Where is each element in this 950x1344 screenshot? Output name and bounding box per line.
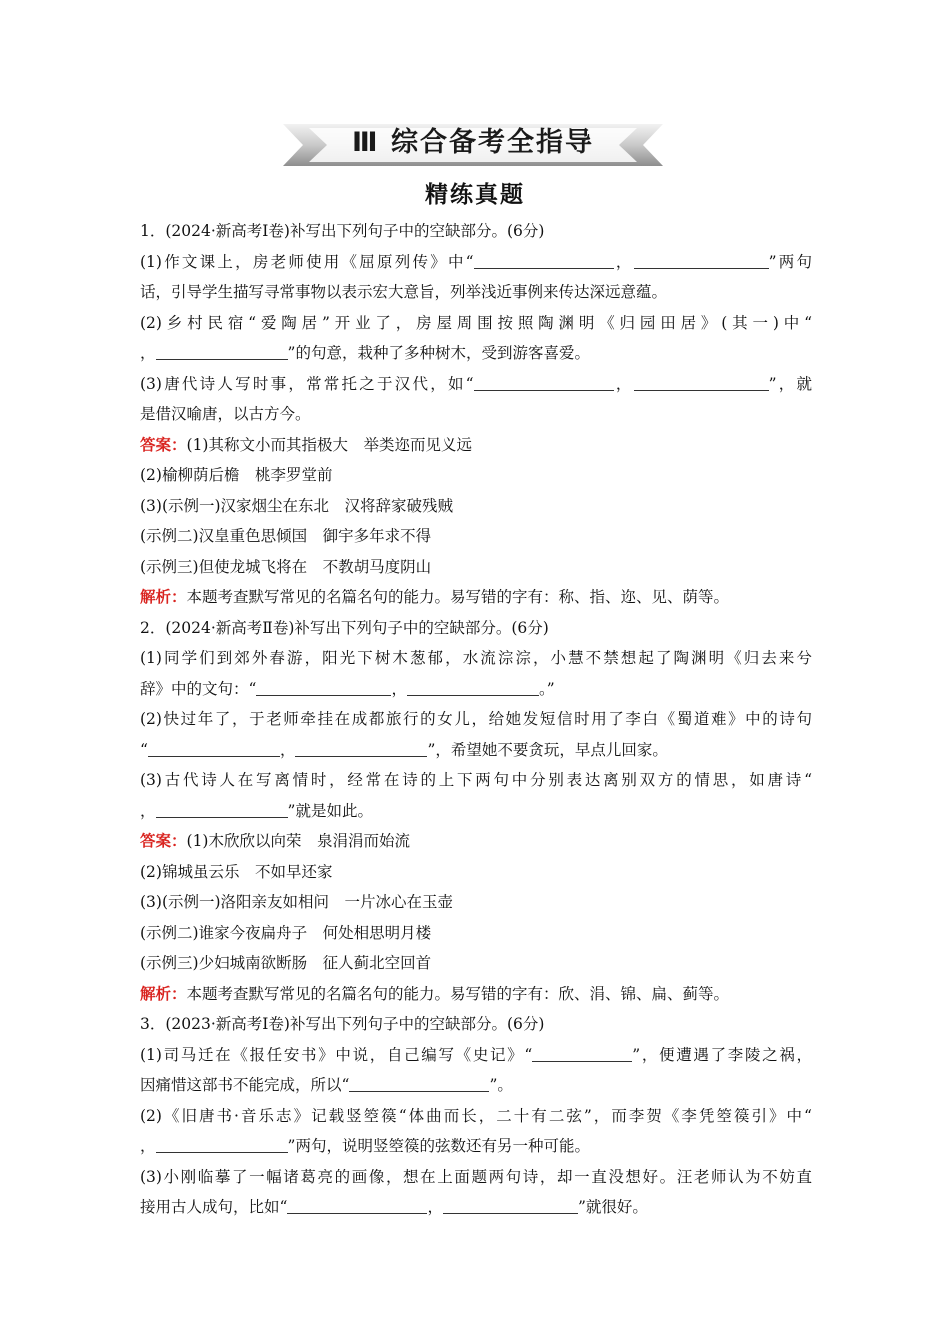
q2-answer-5: (示例三)少妇城南欲断肠 征人蓟北空回首 [140, 954, 432, 972]
analysis-label: 解析： [140, 587, 187, 606]
q1-part1-line1: (1)作文课上，房老师使用《屈原列传》中“ ， ”两句 [140, 247, 812, 278]
q1-part1-line2: 话，引导学生描写寻常事物以表示宏大意旨，列举浅近事例来传达深远意蕴。 [140, 283, 668, 301]
answer-label: 答案： [140, 434, 187, 454]
answer-blank[interactable] [156, 799, 288, 818]
q3-part3-line2: 接用古人成句，比如“ ， ”就很好。 [140, 1192, 812, 1223]
banner-title: Ⅲ 综合备考全指导 [352, 127, 594, 158]
q2-answer-4: (示例二)谁家今夜扁舟子 何处相思明月楼 [140, 923, 432, 942]
q2-answer-1: 答案：(1)木欣欣以向荣 泉涓涓而始流 [140, 831, 410, 850]
q2-part2-line2: “ ， ”，希望她不要贪玩，早点儿回家。 [140, 735, 812, 766]
section-banner [283, 120, 663, 170]
q3-part2-line2: ， ”两句，说明竖箜篌的弦数还有另一种可能。 [140, 1131, 812, 1162]
answer-blank[interactable] [532, 1043, 632, 1062]
answer-blank[interactable] [634, 372, 769, 391]
answer-blank[interactable] [443, 1195, 578, 1214]
q1-part2-line2: ， ”的句意，栽种了多种树木，受到游客喜爱。 [140, 338, 812, 369]
answer-blank[interactable] [634, 250, 769, 269]
q2-part3-line1: (3)古代诗人在写离情时，经常在诗的上下两句中分别表达离别双方的情思，如唐诗“ [140, 771, 812, 789]
answer-blank[interactable] [287, 1195, 427, 1214]
q1-answer-5: (示例三)但使龙城飞将在 不教胡马度阴山 [140, 557, 432, 576]
q2-answer-2: (2)锦城虽云乐 不如早还家 [140, 862, 333, 881]
q1-answer-2: (2)榆柳荫后檐 桃李罗堂前 [140, 466, 333, 484]
q2-stem: 2．(2024·新高考Ⅱ卷)补写出下列句子中的空缺部分。(6分) [140, 618, 549, 637]
q1-answer-4: (示例二)汉皇重色思倾国 御宇多年求不得 [140, 527, 432, 545]
q3-stem: 3．(2023·新高考Ⅰ卷)补写出下列句子中的空缺部分。(6分) [140, 1015, 545, 1033]
answer-blank[interactable] [256, 677, 391, 696]
answer-blank[interactable] [407, 677, 539, 696]
q2-part1-line1: (1)同学们到郊外春游，阳光下树木葱郁，水流淙淙，小慧不禁想起了陶渊明《归去来兮 [140, 649, 812, 667]
question-list [140, 216, 812, 1223]
answer-blank[interactable] [295, 738, 427, 757]
q2-part3-line2: ， ”就是如此。 [140, 796, 812, 827]
q2-analysis: 解析：本题考查默写常见的名篇名句的能力。易写错的字有：欣、涓、锦、扁、蓟等。 [140, 983, 730, 1003]
answer-blank[interactable] [474, 372, 614, 391]
q2-answer-3: (3)(示例一)洛阳亲友如相问 一片冰心在玉壶 [140, 893, 454, 911]
answer-label: 答案： [140, 831, 187, 850]
answer-blank[interactable] [156, 341, 288, 360]
answer-blank[interactable] [349, 1073, 489, 1092]
answer-blank[interactable] [474, 250, 614, 269]
q1-answer-3: (3)(示例一)汉家烟尘在东北 汉将辞家破残贼 [140, 496, 454, 515]
q1-part3-line2: 是借汉喻唐，以古方今。 [140, 405, 311, 423]
answer-blank[interactable] [156, 1134, 288, 1153]
q1-stem: 1．(2024·新高考Ⅰ卷)补写出下列句子中的空缺部分。(6分) [140, 222, 545, 240]
q3-part1-line1: (1)司马迁在《报任安书》中说，自己编写《史记》“ ”，便遭遇了李陵之祸， [140, 1040, 812, 1071]
q2-part1-line2: 辞》中的文句：“ ， 。” [140, 674, 812, 705]
q3-part2-line1: (2)《旧唐书·音乐志》记载竖箜篌“体曲而长，二十有二弦”，而李贺《李凭箜篌引》中“ [140, 1106, 812, 1125]
q1-part2-line1: (2)乡村民宿“爱陶居”开业了，房屋周围按照陶渊明《归园田居》(其一)中“ [140, 313, 812, 332]
q1-part3-line1: (3)唐代诗人写时事，常常托之于汉代，如“ ， ”，就 [140, 369, 812, 400]
q1-answer-1: 答案：(1)其称文小而其指极大 举类迩而见义远 [140, 434, 472, 454]
answer-blank[interactable] [148, 738, 280, 757]
analysis-label: 解析： [140, 983, 187, 1003]
q1-analysis: 解析：本题考查默写常见的名篇名句的能力。易写错的字有：称、指、迩、见、荫等。 [140, 587, 730, 606]
q2-part2-line1: (2)快过年了，于老师牵挂在成都旅行的女儿，给她发短信时用了李白《蜀道难》中的诗句 [140, 710, 812, 728]
q3-part3-line1: (3)小刚临摹了一幅诸葛亮的画像，想在上面题两句诗，却一直没想好。汪老师认为不妨直 [140, 1167, 812, 1186]
section-title: 精练真题 [425, 182, 525, 208]
q3-part1-line2: 因痛惜这部书不能完成，所以“ ”。 [140, 1070, 812, 1101]
